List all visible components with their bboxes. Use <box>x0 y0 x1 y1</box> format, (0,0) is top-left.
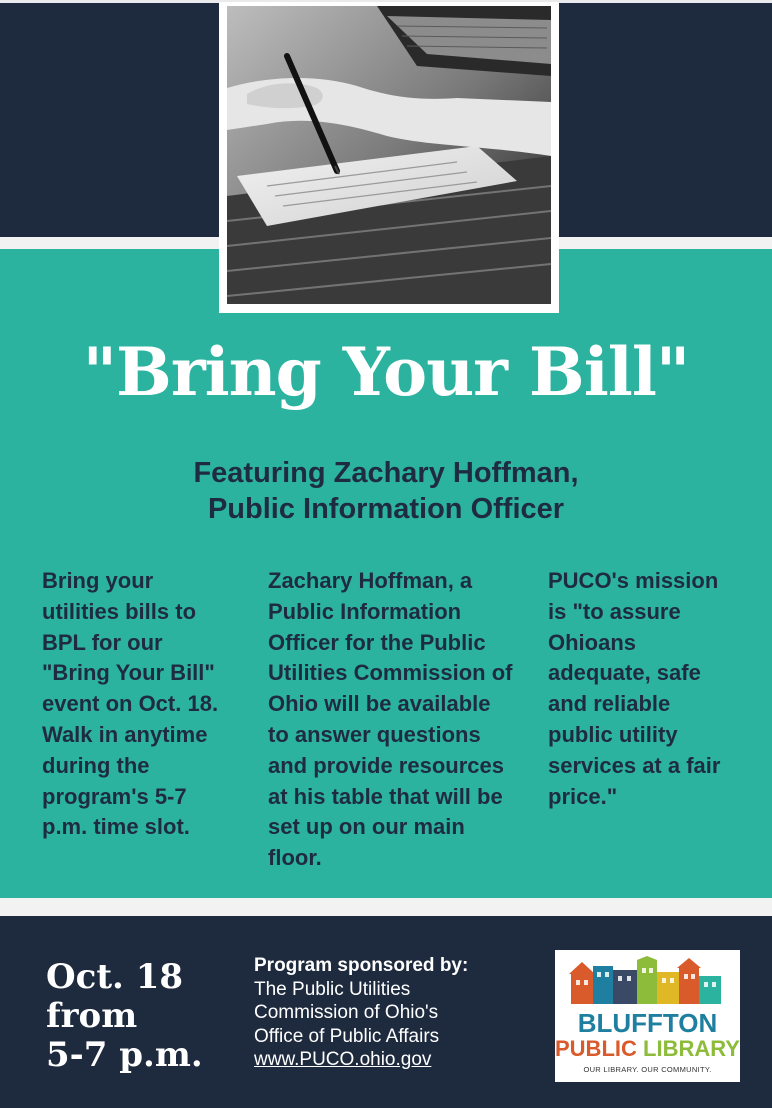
sponsor-info <box>254 954 468 1072</box>
photo-frame <box>219 2 559 313</box>
text-line: p.m. time slot. <box>42 814 190 840</box>
text-line: Utilities Commission of <box>268 660 513 686</box>
text-line: Zachary Hoffman, a <box>268 568 473 593</box>
mission-column <box>548 566 720 812</box>
writing-hand-photo <box>227 6 551 304</box>
date-line-1: Oct. 18 <box>46 957 184 997</box>
text-line: Ohio will be available <box>268 691 491 717</box>
sponsor-line-3: Office of Public Affairs <box>254 1025 440 1047</box>
logo-tagline: OUR LIBRARY. OUR COMMUNITY. <box>583 1065 712 1074</box>
sponsor-line-2: Commission of Ohio's <box>254 1002 439 1023</box>
text-line: Walk in anytime <box>42 721 208 747</box>
text-line: price." <box>548 783 618 809</box>
text-line: during the <box>42 752 150 778</box>
event-date-time <box>46 958 203 1075</box>
text-line: set up on our main <box>268 814 465 840</box>
date-line-3: 5-7 p.m. <box>46 1035 203 1075</box>
text-line: Public Information <box>268 598 462 624</box>
logo-public: PUBLIC <box>555 1036 637 1061</box>
text-line: is "to assure <box>548 598 681 624</box>
text-line: PUCO's mission <box>548 568 719 593</box>
logo-name: BLUFFTON <box>577 1008 718 1038</box>
text-line: adequate, safe <box>548 660 701 686</box>
text-line: floor. <box>268 845 322 871</box>
event-description-column <box>42 566 218 843</box>
sponsor-line-1: The Public Utilities <box>254 978 411 1000</box>
text-line: Officer for the Public <box>268 629 486 655</box>
text-line: BPL for our <box>42 629 163 655</box>
sponsor-url-link[interactable]: www.PUCO.ohio.gov <box>254 1049 432 1070</box>
featuring-subtitle <box>0 455 772 527</box>
date-line-2: from <box>46 996 138 1036</box>
text-line: "Bring Your Bill" <box>42 660 215 686</box>
text-line: Ohioans <box>548 629 637 655</box>
text-line: at his table that will be <box>268 783 503 809</box>
featuring-line-1: Featuring Zachary Hoffman, <box>193 457 579 489</box>
text-line: utilities bills to <box>42 598 197 624</box>
headline: "Bring Your Bill" <box>82 333 690 411</box>
text-line: event on Oct. 18. <box>42 691 219 717</box>
text-line: and reliable <box>548 691 671 717</box>
text-line: services at a fair <box>548 752 721 778</box>
text-line: public utility <box>548 721 678 747</box>
text-line: Bring your <box>42 568 154 593</box>
speaker-description-column <box>268 566 512 874</box>
featuring-line-2: Public Information Officer <box>207 493 565 525</box>
logo-library: LIBRARY <box>643 1036 740 1061</box>
sponsor-title: Program sponsored by: <box>254 955 469 976</box>
text-line: to answer questions <box>268 721 481 747</box>
divider-bottom <box>0 898 772 916</box>
text-line: program's 5-7 <box>42 783 187 809</box>
logo-subtitle <box>555 1036 740 1062</box>
town-buildings-icon <box>567 956 727 1008</box>
text-line: and provide resources <box>268 752 504 778</box>
library-logo <box>555 950 740 1082</box>
